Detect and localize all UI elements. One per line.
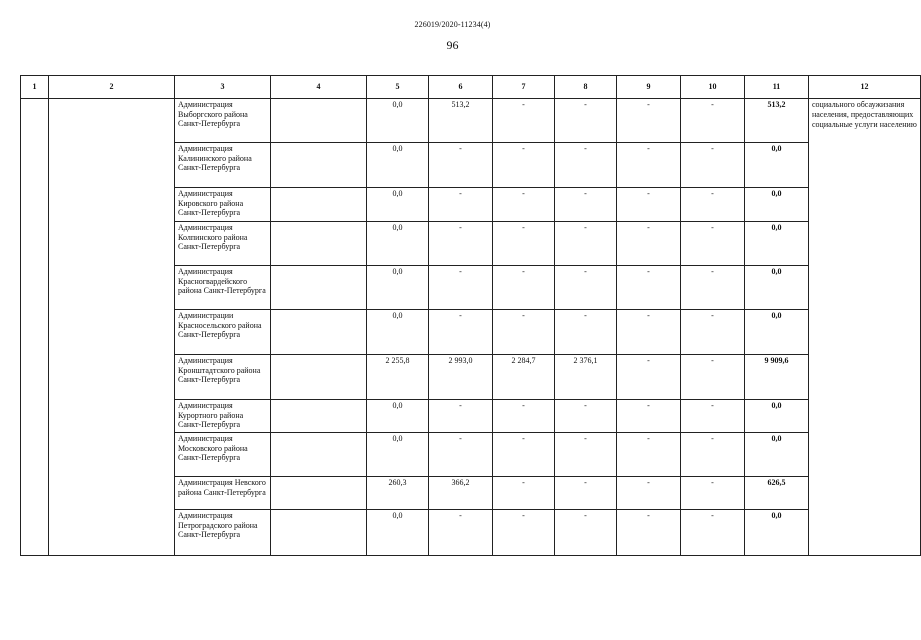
cell-col6: 513,2 (429, 99, 493, 143)
cell-col8: - (555, 99, 617, 143)
column-header: 3 (175, 76, 271, 99)
cell-col10: - (681, 477, 745, 510)
cell-col10: - (681, 188, 745, 222)
column-header: 2 (49, 76, 175, 99)
document-number: 226019/2020-11234(4) (414, 20, 491, 29)
cell-total: 513,2 (745, 99, 809, 143)
table-row (21, 99, 921, 143)
cell-col4 (271, 433, 367, 477)
column-header: 12 (809, 76, 921, 99)
cell-col2 (49, 99, 175, 556)
cell-col8: 2 376,1 (555, 355, 617, 400)
cell-executor-name: Администрация Кронштадтского района Санкт-Петербурга (175, 355, 271, 400)
cell-col8: - (555, 310, 617, 355)
cell-col10: - (681, 99, 745, 143)
cell-col7: - (493, 222, 555, 266)
cell-col7: - (493, 510, 555, 556)
cell-col9: - (617, 310, 681, 355)
cell-col10: - (681, 222, 745, 266)
cell-col8: - (555, 400, 617, 433)
table-body (21, 99, 921, 556)
cell-col10: - (681, 400, 745, 433)
table-header-row (21, 76, 921, 99)
cell-total: 0,0 (745, 310, 809, 355)
cell-col7: - (493, 433, 555, 477)
cell-col9: - (617, 222, 681, 266)
cell-total: 0,0 (745, 400, 809, 433)
cell-col9: - (617, 99, 681, 143)
cell-col7: - (493, 310, 555, 355)
cell-note: социального обсаужизания населения, предоставляющих социальные услуги населению (809, 99, 921, 556)
cell-col10: - (681, 510, 745, 556)
cell-total: 9 909,6 (745, 355, 809, 400)
cell-total: 0,0 (745, 222, 809, 266)
cell-executor-name: Администрация Колпинского района Санкт-Петербурга (175, 222, 271, 266)
cell-col10: - (681, 355, 745, 400)
cell-col5: 0,0 (367, 143, 429, 188)
cell-col7: - (493, 188, 555, 222)
cell-col9: - (617, 400, 681, 433)
cell-col6: - (429, 188, 493, 222)
cell-col5: 260,3 (367, 477, 429, 510)
cell-col6: - (429, 143, 493, 188)
budget-table (20, 75, 921, 556)
cell-executor-name: Администрация Выборгского района Санкт-Петербурга (175, 99, 271, 143)
cell-executor-name: Администрация Невского района Санкт-Петербурга (175, 477, 271, 510)
cell-col9: - (617, 266, 681, 310)
cell-col6: - (429, 510, 493, 556)
cell-executor-name: Администрация Московского района Санкт-Петербурга (175, 433, 271, 477)
cell-executor-name: Администрация Петроградского района Санкт-Петербурга (175, 510, 271, 556)
cell-col8: - (555, 188, 617, 222)
cell-col4 (271, 477, 367, 510)
cell-col5: 0,0 (367, 400, 429, 433)
cell-col8: - (555, 510, 617, 556)
cell-col6: - (429, 266, 493, 310)
cell-col7: - (493, 143, 555, 188)
cell-col7: - (493, 477, 555, 510)
cell-col5: 0,0 (367, 222, 429, 266)
cell-col8: - (555, 433, 617, 477)
cell-col8: - (555, 477, 617, 510)
cell-col9: - (617, 143, 681, 188)
cell-col10: - (681, 310, 745, 355)
cell-col10: - (681, 433, 745, 477)
cell-col8: - (555, 266, 617, 310)
cell-col4 (271, 400, 367, 433)
cell-col4 (271, 510, 367, 556)
cell-total: 626,5 (745, 477, 809, 510)
cell-col7: 2 284,7 (493, 355, 555, 400)
cell-col6: 2 993,0 (429, 355, 493, 400)
cell-col7: - (493, 99, 555, 143)
column-header: 1 (21, 76, 49, 99)
cell-col5: 0,0 (367, 510, 429, 556)
cell-executor-name: Администрация Кировского района Санкт-Петербурга (175, 188, 271, 222)
cell-total: 0,0 (745, 266, 809, 310)
cell-col4 (271, 99, 367, 143)
cell-col1 (21, 99, 49, 556)
cell-col7: - (493, 400, 555, 433)
cell-executor-name: Администрации Красносельского района Санкт-Петербурга (175, 310, 271, 355)
cell-col9: - (617, 477, 681, 510)
cell-executor-name: Администрация Красногвардейского района Санкт-Петербурга (175, 266, 271, 310)
cell-col7: - (493, 266, 555, 310)
cell-total: 0,0 (745, 143, 809, 188)
column-header: 5 (367, 76, 429, 99)
cell-col5: 0,0 (367, 188, 429, 222)
cell-col4 (271, 143, 367, 188)
cell-total: 0,0 (745, 433, 809, 477)
cell-executor-name: Администрация Калининского района Санкт-Петербурга (175, 143, 271, 188)
column-header: 11 (745, 76, 809, 99)
column-header: 4 (271, 76, 367, 99)
cell-col10: - (681, 143, 745, 188)
cell-col9: - (617, 188, 681, 222)
cell-col6: - (429, 222, 493, 266)
cell-col4 (271, 266, 367, 310)
cell-col4 (271, 188, 367, 222)
cell-col4 (271, 310, 367, 355)
cell-col5: 0,0 (367, 433, 429, 477)
cell-col9: - (617, 510, 681, 556)
cell-col5: 0,0 (367, 99, 429, 143)
column-header: 9 (617, 76, 681, 99)
cell-col4 (271, 222, 367, 266)
cell-col9: - (617, 433, 681, 477)
cell-col9: - (617, 355, 681, 400)
cell-col6: - (429, 433, 493, 477)
cell-col6: - (429, 310, 493, 355)
cell-col5: 0,0 (367, 310, 429, 355)
cell-col10: - (681, 266, 745, 310)
column-header: 8 (555, 76, 617, 99)
cell-total: 0,0 (745, 510, 809, 556)
cell-total: 0,0 (745, 188, 809, 222)
cell-col6: - (429, 400, 493, 433)
cell-col8: - (555, 222, 617, 266)
cell-col6: 366,2 (429, 477, 493, 510)
cell-col4 (271, 355, 367, 400)
cell-col5: 2 255,8 (367, 355, 429, 400)
page-number: 96 (446, 38, 459, 52)
cell-col5: 0,0 (367, 266, 429, 310)
cell-col8: - (555, 143, 617, 188)
column-header: 7 (493, 76, 555, 99)
column-header: 6 (429, 76, 493, 99)
column-header: 10 (681, 76, 745, 99)
cell-executor-name: Администрация Курортного района Санкт-Петербурга (175, 400, 271, 433)
